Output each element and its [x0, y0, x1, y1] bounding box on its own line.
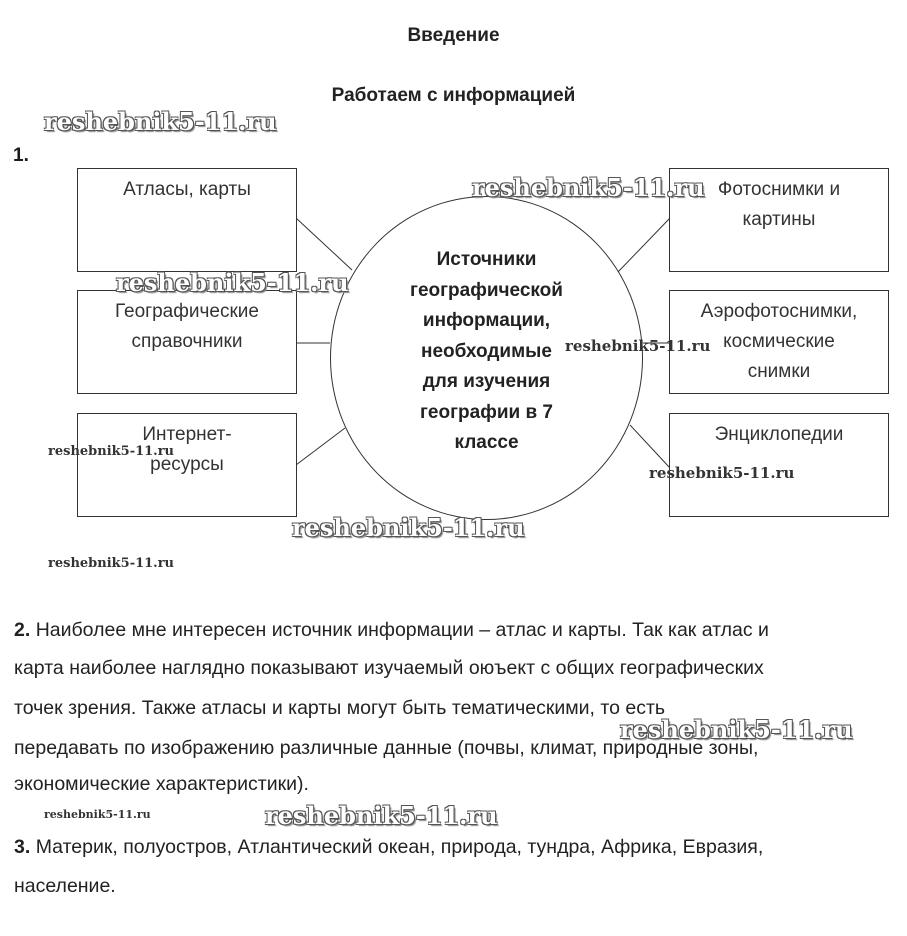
box-aerial-line-3: снимки [747, 361, 811, 382]
box-handbooks [77, 290, 297, 394]
box-encyclopedias-line-1: Энциклопедии [714, 424, 844, 445]
center-line-6: географии в 7 [420, 401, 553, 423]
connector-atlases [296, 218, 352, 270]
box-internet-line-1: Интернет- [142, 424, 232, 445]
task-2-text-1: Наиболее мне интересен источник информации – атлас и карты. Так как атлас и [35, 619, 769, 641]
watermark: reshebnik5-11.ru [472, 173, 705, 202]
box-aerial-line-2: космические [723, 331, 835, 352]
box-internet-line-2: ресурсы [150, 454, 224, 475]
center-line-1: Источники [436, 249, 537, 271]
task-2-line-3: точек зрения. Также атласы и карты могут быть тематическими, то есть [14, 697, 666, 719]
watermark: reshebnik5-11.ru [649, 464, 795, 482]
center-line-4: необходимые [421, 340, 552, 362]
task-2-line-5: экономические характеристики). [14, 773, 309, 795]
connector-internet [296, 428, 345, 465]
watermark: reshebnik5-11.ru [292, 513, 525, 542]
watermark: reshebnik5-11.ru [44, 808, 151, 821]
task-2-line-2: карта наиболее наглядно показывают изучаемый оюъект с общих географических [14, 657, 764, 679]
box-photos-line-1: Фотоснимки и [717, 179, 841, 200]
watermark: reshebnik5-11.ru [620, 715, 853, 744]
watermark: reshebnik5-11.ru [48, 556, 175, 571]
center-text [377, 245, 597, 459]
task-3-text-1: Материк, полуостров, Атлантический океан, природа, тундра, Африка, Евразия, [35, 836, 764, 858]
subsection-title: Работаем с информацией [331, 85, 576, 106]
task-2-number: 2. [14, 619, 31, 641]
center-line-2: географической [410, 279, 563, 301]
box-handbooks-line-2: справочники [131, 331, 243, 352]
section-title: Введение [407, 25, 500, 46]
center-circle [330, 196, 643, 520]
task-2-line-4: передавать по изображению различные данные (почвы, климат, природные зоны, [14, 737, 759, 759]
box-atlases-line-1: Атласы, карты [123, 179, 251, 200]
watermark: reshebnik5-11.ru [48, 444, 175, 459]
watermark: reshebnik5-11.ru [44, 107, 277, 136]
task-3-line-1 [14, 836, 763, 859]
center-line-3: информации, [422, 310, 551, 332]
task-1-number: 1. [13, 145, 29, 166]
connector-photos [618, 218, 670, 272]
watermark: reshebnik5-11.ru [265, 801, 498, 830]
box-internet [77, 413, 297, 517]
box-aerial-line-1: Аэрофотоснимки, [700, 301, 858, 322]
task-3-number: 3. [14, 836, 31, 858]
box-atlases [77, 168, 297, 272]
task-3-line-2: население. [14, 875, 116, 897]
center-line-5: для изучения [422, 371, 551, 393]
center-line-7: классе [454, 432, 519, 454]
box-photos-line-2: картины [742, 209, 816, 230]
connector-encyclopedias [630, 425, 670, 468]
box-handbooks-line-1: Географические [115, 301, 259, 322]
task-2-line-1 [14, 619, 769, 642]
watermark: reshebnik5-11.ru [116, 268, 349, 297]
watermark: reshebnik5-11.ru [565, 337, 711, 355]
